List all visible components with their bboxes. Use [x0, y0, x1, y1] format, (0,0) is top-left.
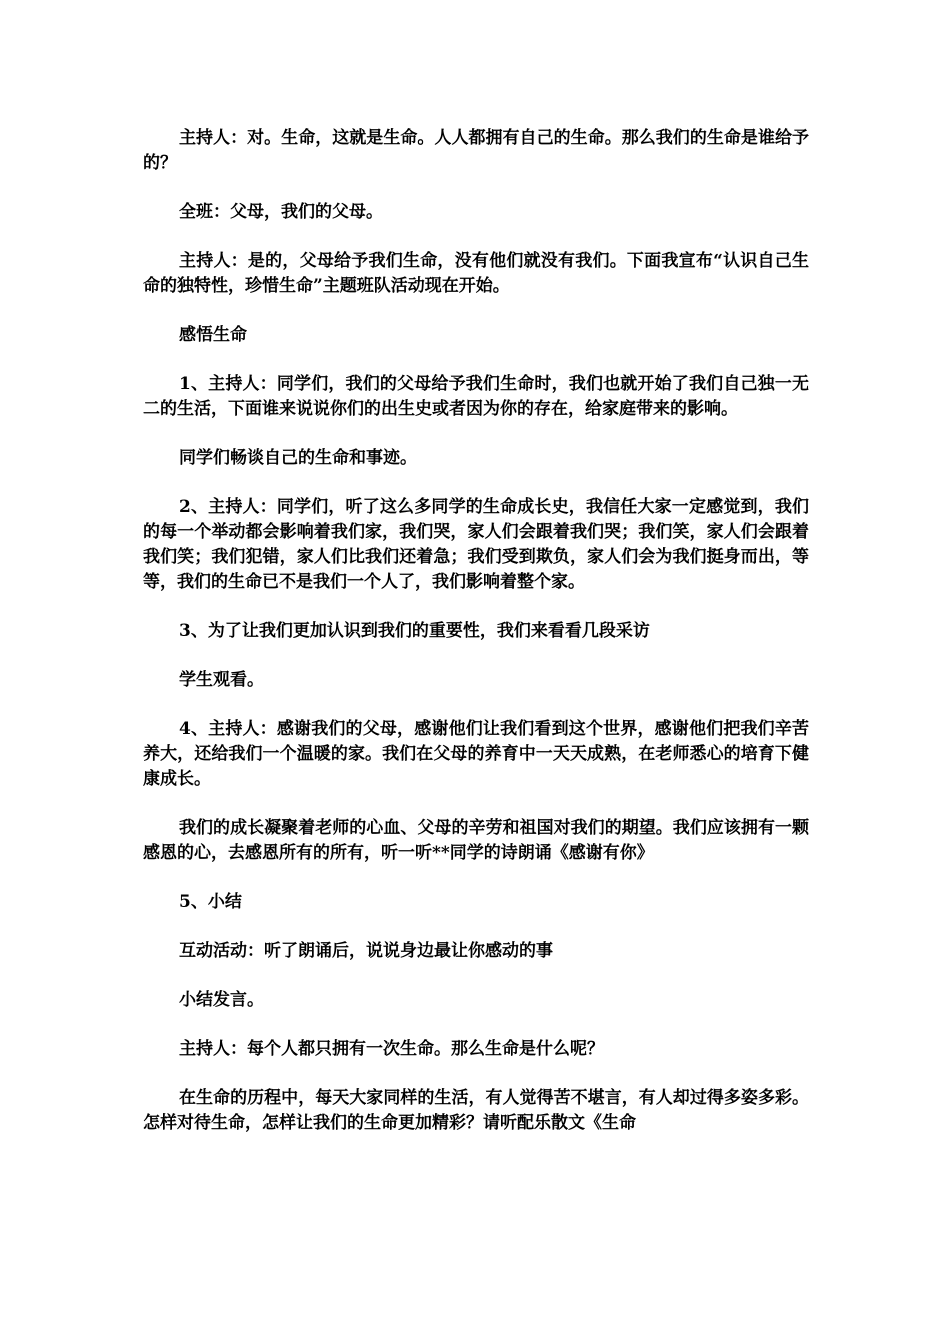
section-heading-feel-life: 感悟生命 — [179, 325, 247, 345]
paragraph-host-what-is-life: 主持人：每个人都只拥有一次生命。那么生命是什么呢？ — [179, 1039, 604, 1059]
paragraph-item-2: 2、主持人：同学们，听了这么多同学的生命成长史，我信任大家一定感觉到，我们的每一个举动都会影响着我们家，我们哭，家人们会跟着我们哭；我们笑，家人们会跟着我们笑；我们犯错，家人们比我们还着急；我们受到欺负，家人们会为我们挺身而出，等等，我们的生命已不是我们一个人了，我们影响着整个家。 — [143, 497, 809, 592]
paragraph-item-5: 5、小结 — [179, 892, 242, 912]
paragraph-students-watch: 学生观看。 — [179, 670, 264, 690]
paragraph-class-answer: 全班：父母，我们的父母。 — [179, 202, 383, 222]
paragraph-item-1: 1、主持人：同学们，我们的父母给予我们生命时，我们也就开始了我们自己独一无二的生活，下面谁来说说你们的出生史或者因为你的存在，给家庭带来的影响。 — [143, 374, 809, 419]
paragraph-gratitude: 我们的成长凝聚着老师的心血、父母的辛劳和祖国对我们的期望。我们应该拥有一颗感恩的心，去感恩所有的所有，听一听**同学的诗朗诵《感谢有你》 — [143, 818, 809, 863]
paragraph-students-share: 同学们畅谈自己的生命和事迹。 — [179, 448, 417, 468]
paragraph-host-announce: 主持人：是的，父母给予我们生命，没有他们就没有我们。下面我宣布“认识自己生命的独特性，珍惜生命”主题班队活动现在开始。 — [143, 251, 809, 296]
document-page — [143, 126, 809, 1160]
paragraph-life-journey: 在生命的历程中，每天大家同样的生活，有人觉得苦不堪言，有人却过得多姿多彩。怎样对待生命，怎样让我们的生命更加精彩？请听配乐散文《生命 — [143, 1088, 809, 1133]
paragraph-item-4: 4、主持人：感谢我们的父母，感谢他们让我们看到这个世界，感谢他们把我们辛苦养大，还给我们一个温暖的家。我们在父母的养育中一天天成熟，在老师悉心的培育下健康成长。 — [143, 719, 809, 789]
paragraph-interactive-activity: 互动活动：听了朗诵后，说说身边最让你感动的事 — [179, 941, 553, 961]
paragraph-host-life-question: 主持人：对。生命，这就是生命。人人都拥有自己的生命。那么我们的生命是谁给予的？ — [143, 128, 809, 173]
paragraph-summary-speech: 小结发言。 — [179, 990, 264, 1010]
paragraph-item-3: 3、为了让我们更加认识到我们的重要性，我们来看看几段采访 — [179, 621, 650, 641]
